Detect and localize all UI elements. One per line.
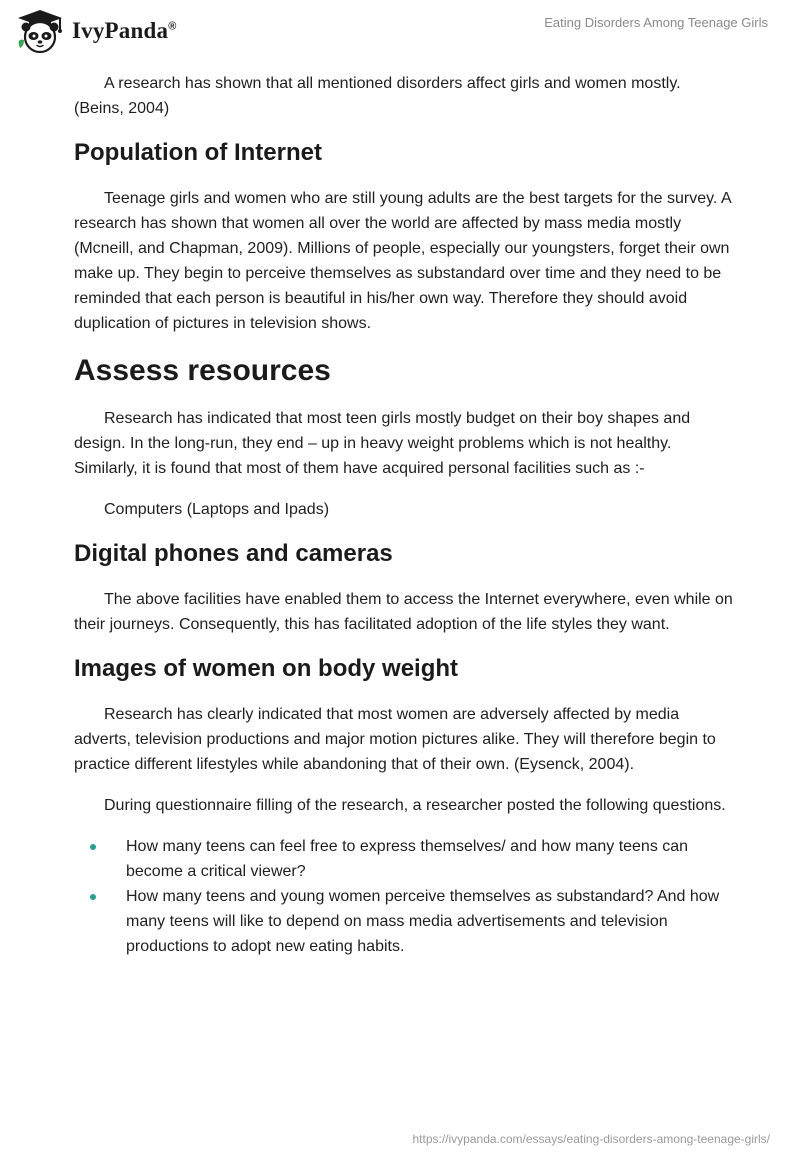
heading-population-of-internet: Population of Internet: [74, 139, 322, 166]
brand-name: IvyPanda®: [72, 18, 177, 43]
questions-list: [74, 834, 734, 959]
heading-images-of-women: Images of women on body weight: [74, 655, 459, 682]
paragraph-computers: Computers (Laptops and Ipads): [104, 501, 330, 518]
list-item: How many teens can feel free to express themselves/ and how many teens can become a critical viewer?: [74, 834, 734, 884]
panda-graduation-cap-icon: [14, 8, 66, 54]
brand-logo[interactable]: [14, 8, 177, 54]
registered-mark: ®: [168, 20, 177, 33]
list-item: How many teens and young women perceive themselves as substandard? And how many teens will like to depend on mass media advertisements and television productions to adopt new eating habits.: [74, 884, 734, 959]
page-header: [0, 0, 800, 62]
essay-content: [74, 71, 734, 959]
paragraph-questionnaire: During questionnaire filling of the research, a researcher posted the following questions.: [104, 797, 726, 814]
heading-assess-resources: Assess resources: [74, 354, 331, 387]
paragraph-images: Research has clearly indicated that most women are adversely affected by media adverts, television productions and major motion pictures alike. They will therefore begin to practice different lifestyles while abandoning that of their own. (Eysenck, 2004).: [74, 706, 716, 773]
document-title: Eating Disorders Among Teenage Girls: [544, 15, 768, 30]
paragraph-population: Teenage girls and women who are still young adults are the best targets for the survey. A research has shown that women all over the world are affected by mass media mostly (Mcneill, and Chapman, 2009). Millions of people, especially our youngsters, forget their own make up. They begin to perceive themselves as substandard over time and they need to be reminded that each person is beautiful in his/her own way. Therefore they should avoid duplication of pictures in television shows.: [74, 190, 731, 332]
source-url[interactable]: https://ivypanda.com/essays/eating-disorders-among-teenage-girls/: [412, 1132, 770, 1146]
paragraph-digital: The above facilities have enabled them to access the Internet everywhere, even while on their journeys. Consequently, this has facilitated adoption of the life styles they want.: [74, 591, 733, 633]
paragraph-assess: Research has indicated that most teen girls mostly budget on their boy shapes and design. In the long-run, they end – up in heavy weight problems which is not healthy. Similarly, it is found that most of them have acquired personal facilities such as :-: [74, 410, 691, 477]
paragraph-intro: A research has shown that all mentioned disorders affect girls and women mostly. (Beins, 2004): [74, 75, 681, 117]
heading-digital-phones: Digital phones and cameras: [74, 540, 393, 567]
